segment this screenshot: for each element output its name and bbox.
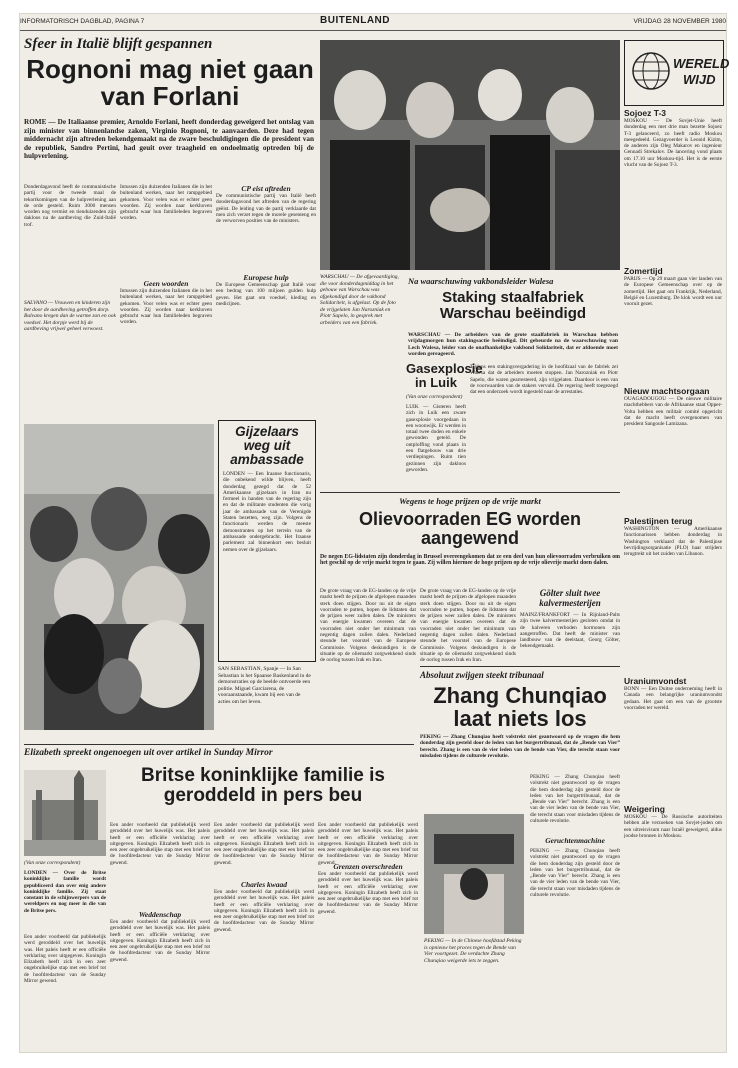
kalf-headline: Gölter sluit twee kalvermesterijen: [539, 588, 601, 608]
olie-headline: Olievoorraden EG worden aangewend: [358, 509, 582, 548]
walesa-body: Tijdens een stakingsvergadering in de hoofdzaal van de fabriek zei Walesa dat de arbeiders moeten stoppen. Jan Narozniak en Piotr Sapelo, die waren gearresteerd, zijn vrijgelaten. Daardoor is een van de voorwaarden van de stakers vervuld. De regering heeft toegezegd dat een onderzoek wordt ingesteld naar de arrestaties.: [470, 364, 618, 396]
china-body-col: PEKING — Zhang Chunqiao heeft volstrekt niet geantwoord op de vragen die hem donderdag zijn gesteld door de leden van het burgertribunaal, dat de „Bende van Vier” berecht. Zhang is een van de vier leden van de bende van Vier, die terecht staan voor misdaden tijdens de culturele revolutie.: [530, 774, 620, 825]
divider: [24, 744, 414, 745]
peking-caption: PEKING — In de Chinese hoofdstad Peking is opnieuw het proces tegen de Bende van Vier voortgezet. De verdachte Zhang Chunqiao weigerde iets te zeggen.: [424, 938, 522, 964]
brief-body: OUAGADOUGOU — De nieuwe militaire machthebbers van de Afrikaanse staat Opper-Volta hebben een militair comité opgericht dat de macht heeft overgenomen van president Sangoule Lamizana.: [624, 396, 722, 428]
brief-body: MOSKOU — De Sovjet-Unie heeft donderdag een met drie man bezette Sojoez T-3 gelanceerd, zo heeft radio Moskou meegedeeld. Gezagvoerder is Leonid Kizim, de anderen zijn Oleg Makarov en ingenieur Gennadi Strekalov. De lancering vond plaats om 17.10 uur Moskou-tijd. Het is de eerste vlucht van de Sojoez T-3.: [624, 118, 722, 169]
italy-subhead-cp: CP eist aftreden: [241, 184, 291, 193]
italy-subhead-woorden: Geen woorden: [143, 279, 189, 288]
header-date: VRIJDAG 28 NOVEMBER 1980: [633, 18, 726, 25]
royals-col3: [214, 822, 314, 1038]
gas-dateline: (Van onze correspondent): [406, 394, 463, 400]
italy-body-woorden: Intussen zijn duizenden Italianen die in het buitenland werken, naar het rampgebied gekomen. Voor velen was er echter geen woorden. Zij worden naar kerkhoven gebracht waar hun familieleden begraven worden.: [120, 288, 212, 326]
sansebastian-caption: SAN SEBASTIAN, Spanje — In San Sebastian is het Spaanse Baskenland in de demonstraties op de beelde ontvoerde een politie. Miguel Garciarena, de vooraanstaande, kwam bij een van de acties om het leven.: [218, 666, 311, 705]
brief-title: Nieuw machtsorgaan: [624, 386, 710, 396]
brief-body: PARIJS — Op 29 maart gaan vier landen van de Europese Gemeenschap over op de zomertijd. Het gaat om Frankrijk, Nederland, België en Luxemburg. De klok wordt een uur vooruit gezet.: [624, 276, 722, 308]
brief-title: Palestijnen terug: [624, 516, 693, 526]
italy-body-cp: De communistische partij van Italië heeft donderdagavond het aftreden van de regering geëist. De leiding van de partij verklaarde dat men zich verzet tegen de morele gesenteng en de verworven posities van de ministers.: [216, 193, 316, 225]
italy-kicker: Sfeer in Italië blijft gespannen: [24, 36, 213, 52]
royals-dateline: (Van onze correspondent): [24, 860, 81, 866]
royals-body-col3: Een ander voorbeeld dat publiekelijk werd geroddeld over het huwelijk was. Het paleis heeft er een officiële verklaring over uitgegeven. Koningin Elizabeth heeft zich in een zeer ongebruikelijke stap met een brief tot de hoofdredacteur van de Sunday Mirror gewend.: [214, 822, 314, 866]
italy-body-col1: Donderdagavond heeft de communistische partij voor de tweede maal de tekortkomingen van de hulpverlening aan de orde gesteld. Ruim 3000 mensen worden nog vermist en tienduizenden zijn dakloos na de aardbeving die Zuid-Italië trof.: [24, 184, 116, 228]
royals-subhead-charles: Charles kwaad: [240, 880, 288, 889]
gas-headline: Gasexplosie in Luik: [406, 361, 483, 390]
royals-body-col4: Een ander voorbeeld dat publiekelijk werd geroddeld over het huwelijk was. Het paleis heeft er een officiële verklaring over uitgegeven. Koningin Elizabeth heeft zich in een zeer ongebruikelijke stap met een brief tot de hoofdredacteur van de Sunday Mirror gewend.: [318, 822, 418, 866]
china-headline: Zhang Chunqiao laat niets los: [433, 683, 607, 732]
china-subhead: Geruchtenmachine: [545, 836, 605, 845]
royals-body-col3b: Een ander voorbeeld dat publiekelijk werd geroddeld over het huwelijk was. Het paleis heeft er een officiële verklaring over uitgegeven. Koningin Elizabeth heeft zich in een zeer ongebruikelijke stap met een brief tot de hoofdredacteur van de Sunday Mirror gewend.: [214, 889, 314, 933]
royals-kicker: Elizabeth spreekt ongenoegen uit over artikel in Sunday Mirror: [24, 748, 273, 758]
olie-lead: De negen EG-lidstaten zijn donderdag in Brussel overeengekomen dat ze een deel van hun olievoorraden verbruiken om het geschil op de vrije markt tegen te gaan. Zij willen hiermee de hoge prijzen op de vrije olievrije markt doen dalen.: [320, 554, 620, 567]
wereldwijd-box: [624, 40, 730, 106]
divider: [420, 666, 620, 667]
brief-body: WASHINGTON — Amerikaanse functionarissen hebben donderdag in Washington verklaard dat de Palestijnse bevrijdingsorganisatie (PLO) haar strijders terugtrekt uit het zuiden van Libanon.: [624, 526, 722, 558]
brief-title: Uraniumvondst: [624, 676, 687, 686]
china-body-col2: PEKING — Zhang Chunqiao heeft volstrekt niet geantwoord op de vragen die hem donderdag zijn gesteld door de leden van het burgertribunaal, dat de „Bende van Vier” berecht. Zhang is een van de vier leden van de bende van Vier, die terecht staan voor misdaden tijdens de culturele revolutie.: [530, 848, 620, 899]
brief-body: BONN — Een Duitse onderneming heeft in Canada een belangrijke uraniumvondst gedaan. Het gaat om een van de grootste voorraden ter wereld.: [624, 686, 722, 711]
walesa-headline: Staking staalfabriek Warschau beëindigd: [439, 289, 587, 322]
globe-icon: [631, 51, 671, 91]
header-paper-name: INFORMATORISCH DAGBLAD, PAGINA 7: [20, 18, 145, 25]
royals-headline: Britse koninklijke familie is geroddeld in pers beu: [141, 765, 385, 806]
ambassade-body: LONDEN — Een Iraanse functionaris, die onbekend wilde blijven, heeft donderdag gezegd dat de 52 Amerikaanse gijzelaars in Iran nu formeel in handen van de regering zijn en dat de militante studenten die vorig jaar de ambassade van de Verenigde Staten bezetten, weg zijn. Volgens de functionaris werden de meeste demonstranten op het terrein van de ambassade ondergebracht. Het Iraanse parlement zal binnenkort een besluit nemen over de gijzelaars.: [223, 471, 311, 553]
china-body: PEKING — Zhang Chunqiao heeft volstrekt niet geantwoord op de vragen die hem donderdag zijn gesteld door de leden van het burgertribunaal, dat de „Bende van Vier” berecht. Zhang is een van de vier leden van de bende van Vier, die terecht staan voor misdaden tijdens de culturele revolutie.: [420, 734, 620, 759]
royals-body-col2: Een ander voorbeeld dat publiekelijk werd geroddeld over het huwelijk was. Het paleis heeft er een officiële verklaring over uitgegeven. Koningin Elizabeth heeft zich in een zeer ongebruikelijke stap met een brief tot de hoofdredacteur van de Sunday Mirror gewend.: [110, 822, 210, 866]
royals-col4: [318, 822, 418, 1038]
italy-subhead-europa: Europese hulp: [243, 273, 289, 282]
walesa-kicker: Na waarschuwing vakbondsleider Walesa: [408, 276, 554, 286]
wereldwijd-line1: WERELD: [673, 56, 730, 71]
royals-body-col1: Een ander voorbeeld dat publiekelijk werd geroddeld over het huwelijk was. Het paleis heeft er een officiële verklaring over uitgegeven. Koningin Elizabeth heeft zich in een zeer ongebruikelijke stap met een brief tot de hoofdredacteur van de Sunday Mirror gewend.: [24, 934, 106, 985]
wereldwijd-line2: WIJD: [683, 72, 716, 87]
warschau-photo-image: [320, 40, 620, 270]
italy-col3: [216, 184, 316, 420]
sidebar-column: [624, 108, 722, 1038]
royals-col2: [110, 822, 210, 1038]
peking-photo-image: [424, 814, 524, 934]
warschau-photo: [320, 40, 620, 270]
divider: [320, 492, 620, 493]
royals-body-col2b: Een ander voorbeeld dat publiekelijk werd geroddeld over het huwelijk was. Het paleis heeft er een officiële verklaring over uitgegeven. Koningin Elizabeth heeft zich in een zeer ongebruikelijke stap met een brief tot de hoofdredacteur van de Sunday Mirror gewend.: [110, 919, 210, 963]
warschau-caption: WARSCHAU — De afgevaardiging, die voor donderdagmiddag in het gebouw van Warschau was afgekondigd door de vakbond Solidariteit, is afgelast. Op de foto de vrijgelaten Jan Narozniak en Piotr Sapelo, in gesprek met arbeiders van een fabriek.: [320, 274, 399, 326]
italy-headline: Rognoni mag niet gaan van Forlani: [26, 54, 314, 112]
brief-title: Weigering: [624, 804, 665, 814]
brief-body: MOSKOU — De Russische autoriteiten hebben alle verzoeken van Sovjet-joden om een uitreisvisum naar Israël geweigerd, aldus joodse bronnen in Moskou.: [624, 814, 722, 839]
gas-body: LUIK — Gisteren heeft zich in Luik een zware gasexplosie voorgedaan in een woonwijk. Er werden in totaal twee doden en enkele gewonden geteld. De ontploffing vond plaats in een flatgebouw van drie verdiepingen. Ruim tien gezinnen zijn dakloos geworden.: [406, 404, 466, 473]
italy-col2: [120, 184, 212, 424]
ambassade-box: [218, 420, 316, 662]
brief-title: Sojoez T-3: [624, 108, 667, 118]
italy-body-europa: De Europese Gemeenschap gaat Italië voor een bedrag van 100 miljoen gulden hulp geven. Het gaat om voedsel, kleding en medicijnen.: [216, 282, 316, 307]
peking-photo: [424, 814, 524, 934]
royals-body-col4b: Een ander voorbeeld dat publiekelijk werd geroddeld over het huwelijk was. Het paleis heeft er een officiële verklaring over uitgegeven. Koningin Elizabeth heeft zich in een zeer ongebruikelijke stap met een brief tot de hoofdredacteur van de Sunday Mirror gewend.: [318, 871, 418, 915]
balvano-photo-image: [24, 424, 214, 730]
olie-kicker: Wegens te hoge prijzen op de vrije markt: [399, 496, 541, 506]
page-header: [20, 14, 726, 31]
balvano-photo: [24, 424, 214, 730]
kalf-body: MAINZ/FRANKFORT — In Rijnland-Palts zijn twee kalvermesterijen gesloten omdat in de kalveren verboden hormonen zijn aangetroffen. Dat heeft de minister van landbouw van de deelstaat, Georg Gölter, bekendgemaakt.: [520, 612, 620, 650]
parliament-photo-image: [24, 770, 106, 856]
italy-photo-caption: SALVANO — Vrouwen en kinderen zijn het door de aardbeving getroffen dorp. Balvano kregen dan de warme zon en ook voedsel. Het dorpje werd bij de aardbeving vrijwel geheel verwoest.: [24, 300, 116, 332]
royals-subhead-weddenschap: Weddenschap: [138, 910, 182, 919]
walesa-lead: WARSCHAU — De arbeiders van de grote staalfabriek in Warschau hebben vrijdagmorgen hun stakingsactie beëindigd. Dit gebeurde na de waarschuwing van Lech Walesa, leider van de onafhankelijke vakbond Solidariteit, dat er afdoende moet worden gereageerd.: [408, 332, 618, 357]
italy-body-col2: Intussen zijn duizenden Italianen die in het buitenland werken, naar het rampgebied gekomen. Voor velen was er echter geen woorden. Zij worden naar kerkhoven gebracht waar hun familieleden begraven worden.: [120, 184, 212, 222]
ambassade-headline: Gijzelaars weg uit ambassade: [230, 424, 304, 467]
royals-subhead-grenzen: Grenzen overschreden: [333, 862, 403, 871]
olie-body-col2: De grote vraag van de EG-landen op de vrije markt heeft de prijzen de afgelopen maanden sterk doen stijgen. Door nu uit de eigen voorraden te putten, hopen de lidstaten dat de prijzen weer zullen dalen. De ministers van energie kwamen overeen dat de voorraden niet onder het minimum van negentig dagen zullen dalen. Nederland steunde het voorstel van de Europese Commissie. Volgens deskundigen is de situatie op de oliemarkt zorgwekkend sinds de oorlog tussen Irak en Iran.: [420, 588, 516, 664]
royals-lead: LONDEN — Over de Britse koninklijke familie wordt gepubliceerd dan over enig andere koninklijke familie. Zij staat constant in de schijnwerpers van de wereldpers en nog meer in die van de Britse pers.: [24, 870, 106, 914]
parliament-photo: [24, 770, 106, 856]
brief-title: Zomertijd: [624, 266, 663, 276]
newspaper-page: [20, 14, 730, 1052]
olie-body-col1: De grote vraag van de EG-landen op de vrije markt heeft de prijzen de afgelopen maanden sterk doen stijgen. Door nu uit de eigen voorraden te putten, hopen de lidstaten dat de prijzen weer zullen dalen. De ministers van energie kwamen overeen dat de voorraden niet onder het minimum van negentig dagen zullen dalen. Nederland steunde het voorstel van de Europese Commissie. Volgens deskundigen is de situatie op de oliemarkt zorgwekkend sinds de oorlog tussen Irak en Iran.: [320, 588, 416, 664]
italy-lead: ROME — De Italiaanse premier, Arnoldo Forlani, heeft donderdag geweigerd het ontslag van zijn minister van binnenlandse zaken, Virginio Rognoni, te aanvaarden. Deze had tegen middernacht zijn aftreden bekendgemaakt na de zware beschuldigingen die de president van de republiek, Sandro Pertini, had geuit over traagheid en ondoelmatig optreden bij de hulpverlening.: [24, 118, 314, 161]
header-section: BUITENLAND: [320, 15, 390, 26]
china-kicker: Absoluut zwijgen steekt tribunaal: [420, 670, 544, 680]
